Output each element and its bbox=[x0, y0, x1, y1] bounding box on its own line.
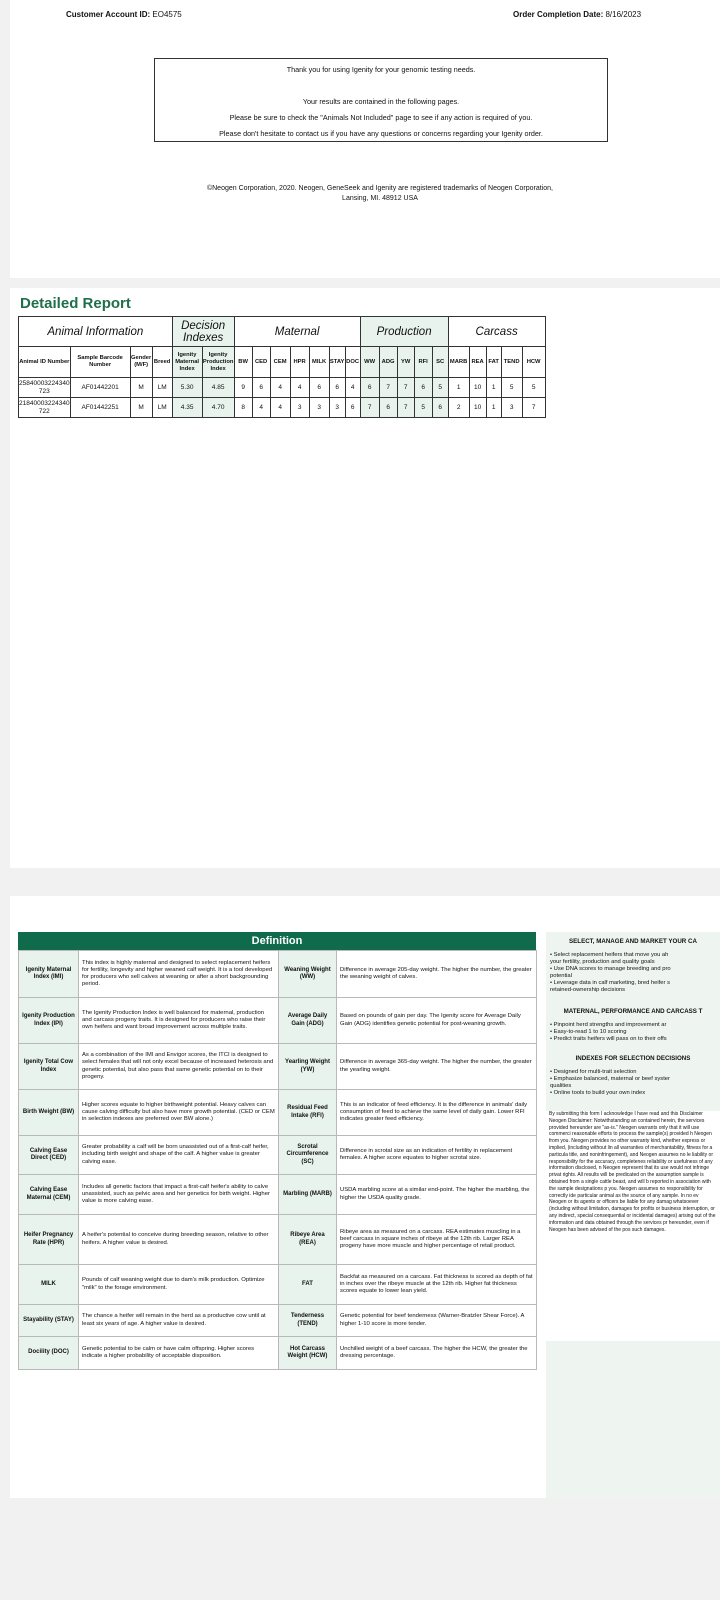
trait-description: The Igenity Production Index is well balanced for maternal, production and carcass progeny traits. It is designed for producers who raise their own heifers and want broad improvement across multiple traits. bbox=[79, 998, 279, 1044]
trait-name: Residual Feed Intake (RFI) bbox=[279, 1090, 337, 1136]
sidebar-bullets-2 bbox=[546, 1022, 720, 1043]
trait-description: This index is highly maternal and designed to select replacement heifers for fertility, longevity and higher weaned calf weight. It is a tool developed for producers who sell calves at weaning or after a short backgrounding period. bbox=[79, 951, 279, 998]
trait-description: Difference in average 365-day weight. The higher the number, the greater the yearling weight. bbox=[337, 1044, 537, 1090]
column-header: MARB bbox=[448, 347, 469, 378]
trait-name: Docility (DOC) bbox=[19, 1337, 79, 1370]
sidebar-bullet: • Online tools to build your own index bbox=[550, 1090, 646, 1096]
trait-name: Heifer Pregnancy Rate (HPR) bbox=[19, 1215, 79, 1265]
definition-row bbox=[19, 998, 537, 1044]
account-id-row bbox=[66, 10, 182, 19]
table-cell: 1 bbox=[486, 378, 501, 398]
column-header-row bbox=[19, 347, 546, 378]
notice-line-4: Please don't hesitate to contact us if you have any questions or concerns regarding your Igenity order. bbox=[219, 129, 543, 138]
column-header: YW bbox=[397, 347, 414, 378]
definition-row bbox=[19, 1136, 537, 1175]
column-header: Breed bbox=[152, 347, 172, 378]
trait-description: USDA marbling score at a similar end-point. The higher the marbling, the higher the USDA quality grade. bbox=[337, 1175, 537, 1215]
report-title: Detailed Report bbox=[20, 295, 131, 312]
copyright-notice bbox=[140, 184, 620, 204]
order-date-label: Order Completion Date: bbox=[513, 10, 604, 19]
sidebar-bullet: • Select replacement heifers that move you ah bbox=[550, 952, 669, 958]
table-cell: 6 bbox=[252, 378, 270, 398]
table-cell: 21840003224340 722 bbox=[19, 398, 71, 418]
table-cell: 5 bbox=[414, 398, 432, 418]
trait-name: Igenity Maternal Index (IMI) bbox=[19, 951, 79, 998]
definition-row bbox=[19, 1337, 537, 1370]
table-cell: 6 bbox=[360, 378, 379, 398]
column-header: SC bbox=[432, 347, 448, 378]
table-cell: 4 bbox=[252, 398, 270, 418]
column-header: CED bbox=[252, 347, 270, 378]
sidebar-heading-3: INDEXES FOR SELECTION DECISIONS bbox=[575, 1055, 691, 1062]
summary-page bbox=[10, 0, 720, 278]
table-cell: LM bbox=[152, 398, 172, 418]
trait-name: Yearling Weight (YW) bbox=[279, 1044, 337, 1090]
table-cell: M bbox=[130, 378, 152, 398]
order-date-value: 8/16/2023 bbox=[605, 10, 642, 19]
column-header: ADG bbox=[379, 347, 397, 378]
column-header: WW bbox=[360, 347, 379, 378]
table-cell: 7 bbox=[522, 398, 545, 418]
trait-description: A heifer's potential to conceive during breeding season, relative to other heifers. A higher value is desired. bbox=[79, 1215, 279, 1265]
table-row bbox=[19, 398, 546, 418]
trait-description: Unchilled weight of a beef carcass. The higher the HCW, the greater the dressing percentage. bbox=[337, 1337, 537, 1370]
trait-description: Genetic potential to be calm or have calm offspring. Higher scores indicate a higher probability of acceptable disposition. bbox=[79, 1337, 279, 1370]
trait-name: Igenity Production Index (IPI) bbox=[19, 998, 79, 1044]
trait-description: As a combination of the IMI and Envigor scores, the ITCI is designed to select females that will not only excel because of increased heterosis and genetic potential, but also pass that same genetic potential on to their progeny. bbox=[79, 1044, 279, 1090]
definition-title: Definition bbox=[18, 932, 536, 950]
column-header: CEM bbox=[270, 347, 290, 378]
trait-description: Pounds of calf weaning weight due to dam's milk production. Optimize "milk" to the forage environment. bbox=[79, 1265, 279, 1305]
sidebar-heading-1: SELECT, MANAGE AND MARKET YOUR CA bbox=[569, 938, 697, 945]
trait-description: Ribeye area as measured on a carcass. REA estimates muscling in a beef carcass in square inches of ribeye at the 12th rib. Larger REA progeny have more muscle and higher percentage of retail product. bbox=[337, 1215, 537, 1265]
group-animal-information: Animal Information bbox=[19, 317, 173, 347]
table-cell: 4 bbox=[270, 378, 290, 398]
table-cell: 4 bbox=[290, 378, 309, 398]
trait-description: Backfat as measured on a carcass. Fat thickness is scored as depth of fat in inches over the ribeye muscle at the 12th rib. Higher fat thickness scores equate to lower lean yield. bbox=[337, 1265, 537, 1305]
trait-name: Ribeye Area (REA) bbox=[279, 1215, 337, 1265]
definition-row bbox=[19, 1175, 537, 1215]
column-header: STAY bbox=[329, 347, 345, 378]
table-cell: 3 bbox=[329, 398, 345, 418]
column-header: HCW bbox=[522, 347, 545, 378]
notice-line-1: Thank you for using Igenity for your genomic testing needs. bbox=[286, 65, 476, 74]
table-cell: 8 bbox=[234, 398, 252, 418]
sidebar-bullet: your fertility, production and quality goals bbox=[550, 959, 655, 965]
trait-description: Higher scores equate to higher birthweight potential. Heavy calves can cause calving difficulty but also have more growth potential. (CED or CEM in selection indexes are preferred over BW alone.) bbox=[79, 1090, 279, 1136]
definition-row bbox=[19, 1090, 537, 1136]
table-cell: 5 bbox=[522, 378, 545, 398]
table-cell: 5 bbox=[432, 378, 448, 398]
notice-line-2: Your results are contained in the following pages. bbox=[302, 97, 460, 106]
column-header: Gender (M/F) bbox=[130, 347, 152, 378]
sidebar-heading-2: MATERNAL, PERFORMANCE AND CARCASS T bbox=[563, 1008, 703, 1015]
definition-row bbox=[19, 1305, 537, 1337]
sidebar-bullet: • Leverage data in calf marketing, bred heifer s bbox=[550, 980, 670, 986]
table-cell: 9 bbox=[234, 378, 252, 398]
table-cell: 6 bbox=[432, 398, 448, 418]
column-header: TEND bbox=[501, 347, 522, 378]
table-cell: M bbox=[130, 398, 152, 418]
group-decision-indexes: Decision Indexes bbox=[172, 317, 234, 347]
definition-table bbox=[18, 950, 537, 1370]
sidebar-bullet: • Pinpoint herd strengths and improvement ar bbox=[550, 1022, 667, 1028]
definition-row bbox=[19, 1044, 537, 1090]
group-carcass: Carcass bbox=[448, 317, 545, 347]
trait-name: Marbling (MARB) bbox=[279, 1175, 337, 1215]
order-date-row bbox=[513, 10, 641, 19]
column-header: DOC bbox=[345, 347, 360, 378]
table-cell: 6 bbox=[329, 378, 345, 398]
column-header: BW bbox=[234, 347, 252, 378]
table-cell: 6 bbox=[379, 398, 397, 418]
sidebar-bullet: qualities bbox=[550, 1083, 572, 1089]
sidebar-bullets-1 bbox=[546, 952, 720, 994]
table-cell: 3 bbox=[501, 398, 522, 418]
table-cell: AF01442201 bbox=[70, 378, 130, 398]
detailed-report-table bbox=[18, 316, 546, 418]
table-cell: 4 bbox=[270, 398, 290, 418]
copyright-line-2: Lansing, MI. 48912 USA bbox=[342, 195, 418, 202]
sidebar-bullet: potential bbox=[550, 973, 572, 979]
trait-description: Based on pounds of gain per day. The Igenity score for Average Daily Gain (ADG) identifies genetic potential for post-weaning growth. bbox=[337, 998, 537, 1044]
disclaimer-text: By submitting this form I acknowledge I have read and this Disclaimer Neogen Disclaimer: Notwithstanding an contained herein, the services provided hereunder are "as-is." Neogen warrants only that it will use commerci reasonable efforts to process the sample(s) provided h Neogen from you. Neogen provides no other warranty kind, whether express or implied, (including without lin all warranties of merchantability, fitness for a particula title, and noninfringement), and Neogen assumes no le liability or responsibility for the accuracy, completenes reliability or usefulness of any information disclosed, n Neogen represent that its use would not infringe privat rights. All results will be predicated on the assumption sample is obtained from a single cattle beast, and will b reported in association with the sample designations p you. Neogen assumes no responsibility for correctly ide particular animal as the source of any sample. In no ev Neogen or its agents or officers be liable for any damag whatsoever (including without limitation, damages for profits or business interruption, or any indirect, special consequential or incidental damages) arising out of the information and data obtained through the services pr hereunder, even if Neogen has been advised of the pos such damages. bbox=[546, 1111, 720, 1341]
column-header: Igenity Maternal Index bbox=[172, 347, 202, 378]
sidebar-bullets-3 bbox=[546, 1069, 720, 1097]
table-cell: 3 bbox=[309, 398, 329, 418]
sidebar-bullet: • Designed for multi-trait selection bbox=[550, 1069, 637, 1075]
column-header: Sample Barcode Number bbox=[70, 347, 130, 378]
thank-you-notice bbox=[154, 58, 608, 142]
detailed-report-page bbox=[10, 288, 720, 868]
table-cell: 7 bbox=[397, 398, 414, 418]
trait-description: Greater probability a calf will be born unassisted out of a first-calf heifer, including birth weight and shape of the calf. A higher value is greater calving ease. bbox=[79, 1136, 279, 1175]
table-cell: 4.35 bbox=[172, 398, 202, 418]
table-cell: 5.30 bbox=[172, 378, 202, 398]
table-cell: 3 bbox=[290, 398, 309, 418]
table-row bbox=[19, 378, 546, 398]
sidebar-bullet: retained-ownership decisions bbox=[550, 987, 626, 993]
trait-name: MILK bbox=[19, 1265, 79, 1305]
table-cell: 4.70 bbox=[202, 398, 234, 418]
column-header: MILK bbox=[309, 347, 329, 378]
table-cell: 6 bbox=[414, 378, 432, 398]
trait-name: Weaning Weight (WW) bbox=[279, 951, 337, 998]
trait-description: Genetic potential for beef tenderness (Warner-Bratzler Shear Force). A higher 1-10 score is more tender. bbox=[337, 1305, 537, 1337]
column-header: RFI bbox=[414, 347, 432, 378]
table-cell: 5 bbox=[501, 378, 522, 398]
trait-name: Calving Ease Maternal (CEM) bbox=[19, 1175, 79, 1215]
trait-name: Tenderness (TEND) bbox=[279, 1305, 337, 1337]
column-header: Animal ID Number bbox=[19, 347, 71, 378]
sidebar-bullet: • Use DNA scores to manage breeding and pro bbox=[550, 966, 671, 972]
table-cell: 10 bbox=[469, 378, 486, 398]
table-cell: 4.85 bbox=[202, 378, 234, 398]
sidebar-bullet: • Easy-to-read 1 to 10 scoring bbox=[550, 1029, 627, 1035]
column-header: FAT bbox=[486, 347, 501, 378]
trait-description: Difference in scrotal size as an indication of fertility in replacement females. A higher score equates to higher scrotal size. bbox=[337, 1136, 537, 1175]
trait-description: Difference in average 205-day weight. The higher the number, the greater the weaning weight of calves. bbox=[337, 951, 537, 998]
column-header: HPR bbox=[290, 347, 309, 378]
table-cell: AF01442251 bbox=[70, 398, 130, 418]
sidebar-bullet: • Emphasize balanced, maternal or beef syster bbox=[550, 1076, 670, 1082]
trait-name: Scrotal Circumference (SC) bbox=[279, 1136, 337, 1175]
trait-description: Includes all genetic factors that impact a first-calf heifer's ability to calve unassisted, such as pelvic area and her genetics for birth weight. Higher value is more calving ease. bbox=[79, 1175, 279, 1215]
notice-line-3: Please be sure to check the "Animals Not Included" page to see if any action is required of you. bbox=[229, 113, 533, 122]
table-cell: 1 bbox=[448, 378, 469, 398]
table-cell: 2 bbox=[448, 398, 469, 418]
definition-row bbox=[19, 1265, 537, 1305]
definition-row bbox=[19, 951, 537, 998]
sidebar-bullet: • Predict traits heifers will pass on to their offs bbox=[550, 1036, 667, 1042]
trait-name: Stayability (STAY) bbox=[19, 1305, 79, 1337]
table-cell: 6 bbox=[309, 378, 329, 398]
trait-name: Hot Carcass Weight (HCW) bbox=[279, 1337, 337, 1370]
account-id-label: Customer Account ID: bbox=[66, 10, 151, 19]
definitions-page bbox=[10, 896, 720, 1498]
table-cell: 10 bbox=[469, 398, 486, 418]
group-header-row bbox=[19, 317, 546, 347]
table-cell: 1 bbox=[486, 398, 501, 418]
trait-name: Calving Ease Direct (CED) bbox=[19, 1136, 79, 1175]
table-cell: 7 bbox=[360, 398, 379, 418]
table-cell: 7 bbox=[379, 378, 397, 398]
trait-name: Igenity Total Cow Index bbox=[19, 1044, 79, 1090]
trait-name: FAT bbox=[279, 1265, 337, 1305]
table-cell: 4 bbox=[345, 378, 360, 398]
table-cell: 6 bbox=[345, 398, 360, 418]
group-maternal: Maternal bbox=[234, 317, 360, 347]
definition-row bbox=[19, 1215, 537, 1265]
column-header: Igenity Production Index bbox=[202, 347, 234, 378]
table-cell: LM bbox=[152, 378, 172, 398]
trait-name: Average Daily Gain (ADG) bbox=[279, 998, 337, 1044]
trait-description: The chance a heifer will remain in the herd as a productive cow until at least six years of age. A higher value is desired. bbox=[79, 1305, 279, 1337]
column-header: REA bbox=[469, 347, 486, 378]
trait-description: This is an indicator of feed efficiency. It is the difference in animals' daily consumption of feed to achieve the same level of daily gain. Lower RFI indicates greater feed efficiency. bbox=[337, 1090, 537, 1136]
copyright-line-1: ©Neogen Corporation, 2020. Neogen, GeneSeek and Igenity are registered trademarks of Neogen Corporation, bbox=[206, 185, 554, 192]
table-cell: 25840003224340 723 bbox=[19, 378, 71, 398]
trait-name: Birth Weight (BW) bbox=[19, 1090, 79, 1136]
account-id-value: EO4575 bbox=[152, 10, 182, 19]
group-production: Production bbox=[360, 317, 448, 347]
marketing-sidebar bbox=[546, 932, 720, 1498]
table-cell: 7 bbox=[397, 378, 414, 398]
